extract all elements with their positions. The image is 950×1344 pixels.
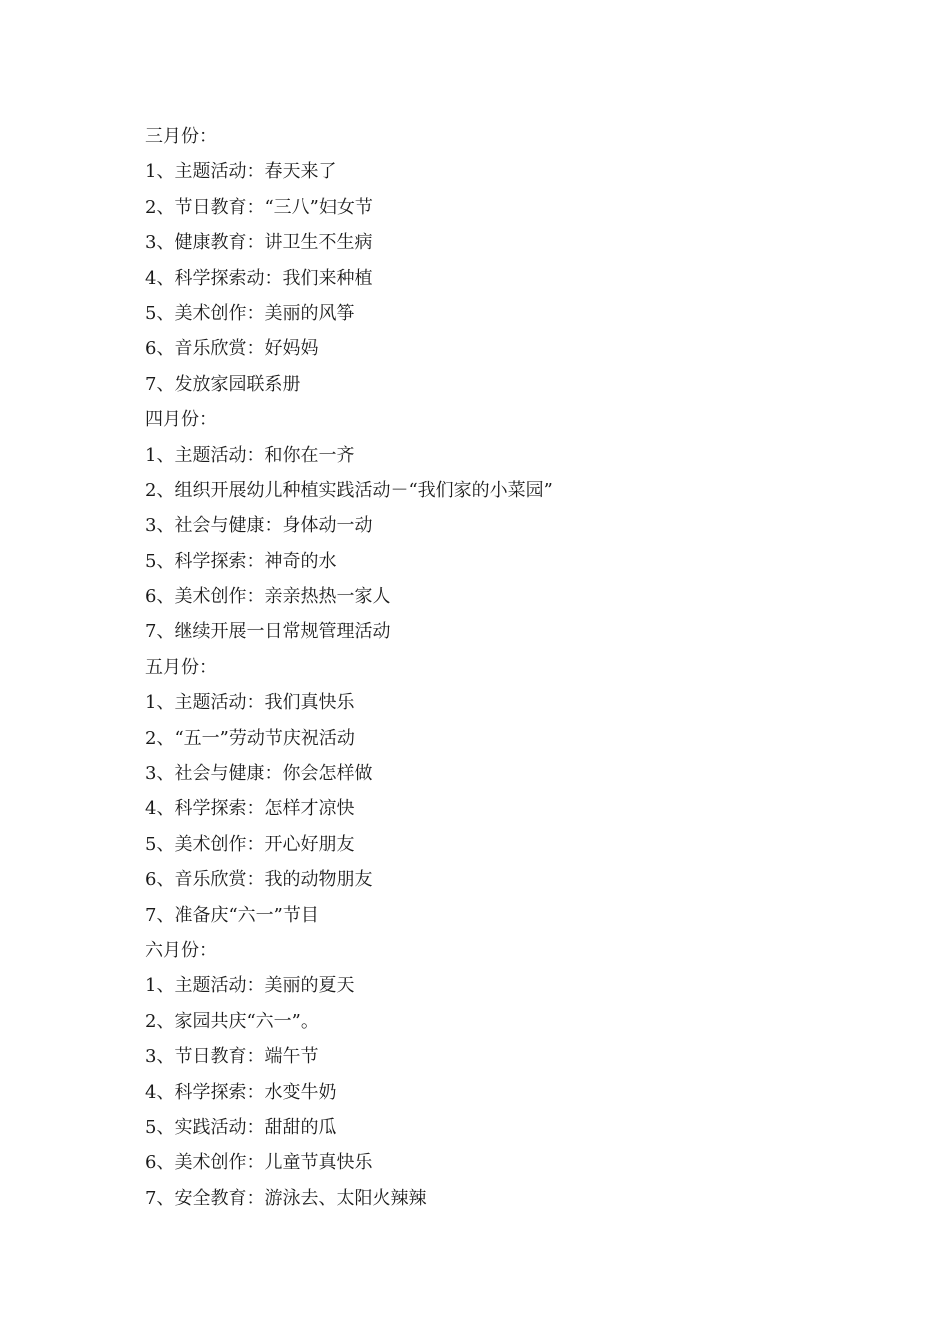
list-item: 5、美术创作：开心好朋友 [145, 833, 355, 855]
list-item: 7、发放家园联系册 [145, 373, 301, 395]
list-item: 2、组织开展幼儿种植实践活动－“我们家的小菜园” [145, 479, 553, 501]
list-item: 4、科学探索：怎样才凉快 [145, 798, 355, 820]
list-item: 5、实践活动：甜甜的瓜 [145, 1116, 337, 1138]
list-item: 6、美术创作：儿童节真快乐 [145, 1152, 373, 1174]
list-item: 3、社会与健康：你会怎样做 [145, 763, 373, 785]
month-heading: 六月份： [145, 939, 217, 961]
list-item: 3、社会与健康：身体动一动 [145, 515, 373, 537]
list-item: 4、科学探索：水变牛奶 [145, 1081, 337, 1103]
list-item: 7、安全教育：游泳去、太阳火辣辣 [145, 1187, 427, 1209]
list-item: 1、主题活动：和你在一齐 [145, 444, 355, 466]
list-item: 6、音乐欣赏：我的动物朋友 [145, 869, 373, 891]
list-item: 2、家园共庆“六一”。 [145, 1010, 319, 1032]
list-item: 2、节日教育：“三八”妇女节 [145, 196, 373, 218]
month-heading: 四月份： [145, 409, 217, 431]
document-body [145, 119, 845, 1216]
list-item: 1、主题活动：美丽的夏天 [145, 975, 355, 997]
list-item: 6、音乐欣赏：好妈妈 [145, 338, 319, 360]
list-item: 3、健康教育：讲卫生不生病 [145, 232, 373, 254]
list-item: 7、准备庆“六一”节目 [145, 904, 319, 926]
list-item: 4、科学探索动：我们来种植 [145, 267, 373, 289]
month-heading: 五月份： [145, 656, 217, 678]
list-item: 1、主题活动：我们真快乐 [145, 692, 355, 714]
list-item: 2、“五一”劳动节庆祝活动 [145, 727, 355, 749]
list-item: 1、主题活动：春天来了 [145, 161, 337, 183]
list-item: 5、美术创作：美丽的风筝 [145, 302, 355, 324]
month-heading: 三月份： [145, 126, 217, 147]
list-item: 6、美术创作：亲亲热热一家人 [145, 586, 391, 608]
list-item: 3、节日教育：端午节 [145, 1046, 319, 1068]
list-item: 5、科学探索：神奇的水 [145, 550, 337, 572]
list-item: 7、继续开展一日常规管理活动 [145, 621, 391, 643]
